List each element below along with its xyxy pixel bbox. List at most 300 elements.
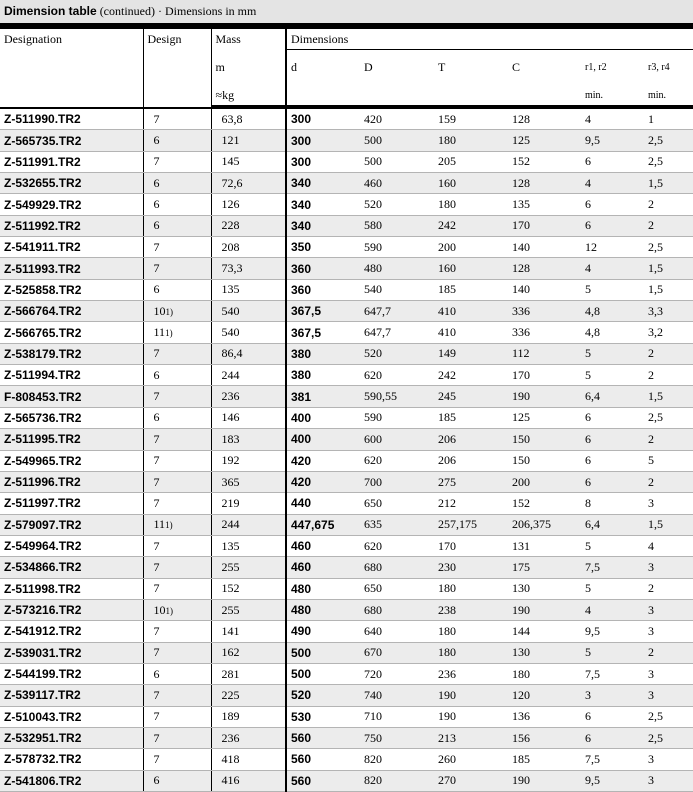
cell-d: 480 bbox=[286, 599, 358, 620]
cell-C: 170 bbox=[506, 365, 577, 386]
cell-D: 710 bbox=[358, 706, 432, 727]
cell-r1-r2: 7,5 bbox=[577, 663, 640, 684]
cell-mass: 141 bbox=[211, 621, 286, 642]
cell-T: 242 bbox=[432, 215, 506, 236]
table-row bbox=[0, 663, 693, 684]
cell-C: 125 bbox=[506, 130, 577, 151]
cell-d: 460 bbox=[286, 535, 358, 556]
cell-designation: Z-539031.TR2 bbox=[0, 642, 143, 663]
table-row bbox=[0, 471, 693, 492]
cell-T: 180 bbox=[432, 621, 506, 642]
cell-C: 175 bbox=[506, 557, 577, 578]
cell-d: 367,5 bbox=[286, 301, 358, 322]
cell-mass: 73,3 bbox=[211, 258, 286, 279]
cell-C: 128 bbox=[506, 108, 577, 130]
cell-T: 180 bbox=[432, 194, 506, 215]
cell-D: 640 bbox=[358, 621, 432, 642]
footnote-mark: 1) bbox=[165, 306, 173, 317]
cell-mass: 418 bbox=[211, 749, 286, 770]
cell-T: 180 bbox=[432, 642, 506, 663]
cell-D: 580 bbox=[358, 215, 432, 236]
cell-d: 460 bbox=[286, 557, 358, 578]
cell-C: 150 bbox=[506, 450, 577, 471]
cell-D: 650 bbox=[358, 493, 432, 514]
cell-r3-r4: 2 bbox=[640, 471, 693, 492]
header-designation: Designation bbox=[4, 32, 62, 46]
cell-D: 540 bbox=[358, 279, 432, 300]
table-row bbox=[0, 642, 693, 663]
footnote-mark: 1) bbox=[165, 605, 173, 616]
cell-designation: Z-565736.TR2 bbox=[0, 407, 143, 428]
header-r3-r4: r3, r4 bbox=[640, 49, 693, 85]
cell-T: 205 bbox=[432, 151, 506, 172]
cell-D: 620 bbox=[358, 535, 432, 556]
footnote-mark: 1) bbox=[165, 520, 173, 531]
cell-D: 680 bbox=[358, 599, 432, 620]
cell-r3-r4: 3 bbox=[640, 557, 693, 578]
cell-d: 367,5 bbox=[286, 322, 358, 343]
table-row bbox=[0, 407, 693, 428]
table-row bbox=[0, 727, 693, 748]
cell-r3-r4: 3 bbox=[640, 749, 693, 770]
cell-r3-r4: 2 bbox=[640, 642, 693, 663]
cell-mass: 183 bbox=[211, 429, 286, 450]
table-row bbox=[0, 151, 693, 172]
cell-r1-r2: 6 bbox=[577, 151, 640, 172]
cell-d: 400 bbox=[286, 407, 358, 428]
table-row bbox=[0, 237, 693, 258]
cell-r1-r2: 9,5 bbox=[577, 621, 640, 642]
cell-T: 245 bbox=[432, 386, 506, 407]
cell-T: 185 bbox=[432, 407, 506, 428]
cell-D: 590 bbox=[358, 407, 432, 428]
table-row bbox=[0, 429, 693, 450]
cell-r3-r4: 2 bbox=[640, 578, 693, 599]
cell-designation: Z-566765.TR2 bbox=[0, 322, 143, 343]
cell-mass: 72,6 bbox=[211, 173, 286, 194]
cell-mass: 228 bbox=[211, 215, 286, 236]
cell-designation: Z-541912.TR2 bbox=[0, 621, 143, 642]
cell-designation: Z-544199.TR2 bbox=[0, 663, 143, 684]
cell-designation: Z-511994.TR2 bbox=[0, 365, 143, 386]
cell-D: 820 bbox=[358, 770, 432, 791]
cell-r1-r2: 12 bbox=[577, 237, 640, 258]
cell-r3-r4: 2,5 bbox=[640, 237, 693, 258]
cell-D: 460 bbox=[358, 173, 432, 194]
cell-designation: Z-539117.TR2 bbox=[0, 685, 143, 706]
cell-r1-r2: 9,5 bbox=[577, 130, 640, 151]
cell-T: 200 bbox=[432, 237, 506, 258]
cell-r1-r2: 5 bbox=[577, 343, 640, 364]
cell-C: 156 bbox=[506, 727, 577, 748]
cell-r1-r2: 6 bbox=[577, 727, 640, 748]
cell-r3-r4: 4 bbox=[640, 535, 693, 556]
header-d: d bbox=[286, 49, 358, 85]
cell-design: 7 bbox=[143, 727, 211, 748]
cell-d: 340 bbox=[286, 194, 358, 215]
cell-designation: Z-511996.TR2 bbox=[0, 471, 143, 492]
cell-D: 650 bbox=[358, 578, 432, 599]
table-row bbox=[0, 450, 693, 471]
cell-r1-r2: 6 bbox=[577, 706, 640, 727]
table-body bbox=[0, 108, 693, 792]
header-D: D bbox=[358, 49, 432, 85]
cell-T: 190 bbox=[432, 685, 506, 706]
cell-T: 180 bbox=[432, 130, 506, 151]
table-row bbox=[0, 535, 693, 556]
cell-C: 190 bbox=[506, 599, 577, 620]
cell-design: 7 bbox=[143, 237, 211, 258]
table-row bbox=[0, 749, 693, 770]
cell-r3-r4: 2,5 bbox=[640, 151, 693, 172]
cell-r1-r2: 6 bbox=[577, 450, 640, 471]
cell-r3-r4: 1,5 bbox=[640, 279, 693, 300]
cell-mass: 416 bbox=[211, 770, 286, 791]
cell-designation: Z-511990.TR2 bbox=[0, 108, 143, 130]
cell-design: 6 bbox=[143, 279, 211, 300]
header-C: C bbox=[506, 49, 577, 85]
cell-d: 447,675 bbox=[286, 514, 358, 535]
table-row bbox=[0, 108, 693, 130]
cell-T: 206 bbox=[432, 429, 506, 450]
cell-design: 7 bbox=[143, 151, 211, 172]
cell-T: 185 bbox=[432, 279, 506, 300]
cell-C: 128 bbox=[506, 258, 577, 279]
cell-r1-r2: 9,5 bbox=[577, 770, 640, 791]
cell-T: 236 bbox=[432, 663, 506, 684]
cell-D: 620 bbox=[358, 450, 432, 471]
cell-T: 160 bbox=[432, 258, 506, 279]
cell-r3-r4: 3 bbox=[640, 663, 693, 684]
cell-T: 238 bbox=[432, 599, 506, 620]
cell-r1-r2: 8 bbox=[577, 493, 640, 514]
cell-design: 7 bbox=[143, 706, 211, 727]
cell-r1-r2: 6 bbox=[577, 194, 640, 215]
cell-designation: Z-532655.TR2 bbox=[0, 173, 143, 194]
table-row bbox=[0, 557, 693, 578]
cell-d: 400 bbox=[286, 429, 358, 450]
cell-design: 7 bbox=[143, 557, 211, 578]
cell-d: 480 bbox=[286, 578, 358, 599]
cell-r3-r4: 2 bbox=[640, 194, 693, 215]
cell-C: 150 bbox=[506, 429, 577, 450]
cell-mass: 540 bbox=[211, 301, 286, 322]
cell-design: 7 bbox=[143, 578, 211, 599]
cell-r1-r2: 4 bbox=[577, 108, 640, 130]
cell-d: 560 bbox=[286, 727, 358, 748]
cell-r3-r4: 2,5 bbox=[640, 706, 693, 727]
cell-r1-r2: 5 bbox=[577, 535, 640, 556]
cell-designation: Z-565735.TR2 bbox=[0, 130, 143, 151]
cell-d: 420 bbox=[286, 471, 358, 492]
cell-D: 600 bbox=[358, 429, 432, 450]
cell-design: 6 bbox=[143, 663, 211, 684]
cell-T: 149 bbox=[432, 343, 506, 364]
cell-r1-r2: 5 bbox=[577, 365, 640, 386]
cell-design: 6 bbox=[143, 215, 211, 236]
cell-d: 440 bbox=[286, 493, 358, 514]
cell-mass: 236 bbox=[211, 386, 286, 407]
cell-r1-r2: 4 bbox=[577, 258, 640, 279]
cell-C: 120 bbox=[506, 685, 577, 706]
table-title bbox=[0, 0, 693, 23]
cell-designation: F-808453.TR2 bbox=[0, 386, 143, 407]
cell-T: 160 bbox=[432, 173, 506, 194]
cell-r3-r4: 3 bbox=[640, 770, 693, 791]
cell-designation: Z-511991.TR2 bbox=[0, 151, 143, 172]
cell-mass: 145 bbox=[211, 151, 286, 172]
cell-r1-r2: 6,4 bbox=[577, 386, 640, 407]
cell-C: 125 bbox=[506, 407, 577, 428]
cell-C: 135 bbox=[506, 194, 577, 215]
cell-mass: 126 bbox=[211, 194, 286, 215]
cell-designation: Z-511992.TR2 bbox=[0, 215, 143, 236]
cell-mass: 365 bbox=[211, 471, 286, 492]
cell-r3-r4: 3 bbox=[640, 493, 693, 514]
cell-T: 170 bbox=[432, 535, 506, 556]
cell-D: 520 bbox=[358, 343, 432, 364]
cell-design: 7 bbox=[143, 343, 211, 364]
cell-design: 7 bbox=[143, 386, 211, 407]
table-row bbox=[0, 685, 693, 706]
cell-d: 300 bbox=[286, 151, 358, 172]
cell-C: 180 bbox=[506, 663, 577, 684]
cell-d: 530 bbox=[286, 706, 358, 727]
cell-C: 336 bbox=[506, 322, 577, 343]
cell-D: 680 bbox=[358, 557, 432, 578]
cell-d: 350 bbox=[286, 237, 358, 258]
table-row bbox=[0, 599, 693, 620]
cell-d: 340 bbox=[286, 173, 358, 194]
cell-r1-r2: 4,8 bbox=[577, 322, 640, 343]
table-title-sub: (continued) · Dimensions in mm bbox=[96, 4, 257, 18]
cell-d: 360 bbox=[286, 279, 358, 300]
cell-designation: Z-578732.TR2 bbox=[0, 749, 143, 770]
cell-r1-r2: 3 bbox=[577, 685, 640, 706]
cell-d: 340 bbox=[286, 215, 358, 236]
cell-d: 300 bbox=[286, 108, 358, 130]
cell-r3-r4: 3 bbox=[640, 621, 693, 642]
cell-design: 6 bbox=[143, 365, 211, 386]
cell-r3-r4: 2,5 bbox=[640, 407, 693, 428]
cell-T: 270 bbox=[432, 770, 506, 791]
cell-D: 590 bbox=[358, 237, 432, 258]
cell-d: 381 bbox=[286, 386, 358, 407]
cell-d: 500 bbox=[286, 663, 358, 684]
cell-C: 130 bbox=[506, 642, 577, 663]
cell-r1-r2: 7,5 bbox=[577, 557, 640, 578]
table-row bbox=[0, 130, 693, 151]
cell-D: 647,7 bbox=[358, 322, 432, 343]
cell-r1-r2: 5 bbox=[577, 578, 640, 599]
cell-r1-r2: 6 bbox=[577, 429, 640, 450]
cell-design: 7 bbox=[143, 450, 211, 471]
cell-designation: Z-525858.TR2 bbox=[0, 279, 143, 300]
table-row bbox=[0, 514, 693, 535]
cell-D: 520 bbox=[358, 194, 432, 215]
header-dimensions: Dimensions bbox=[286, 29, 693, 49]
cell-T: 213 bbox=[432, 727, 506, 748]
cell-mass: 192 bbox=[211, 450, 286, 471]
cell-mass: 135 bbox=[211, 535, 286, 556]
cell-r1-r2: 6,4 bbox=[577, 514, 640, 535]
cell-designation: Z-541806.TR2 bbox=[0, 770, 143, 791]
table-row bbox=[0, 770, 693, 791]
cell-D: 820 bbox=[358, 749, 432, 770]
cell-C: 112 bbox=[506, 343, 577, 364]
cell-d: 560 bbox=[286, 749, 358, 770]
cell-mass: 63,8 bbox=[211, 108, 286, 130]
cell-T: 275 bbox=[432, 471, 506, 492]
cell-d: 560 bbox=[286, 770, 358, 791]
cell-C: 152 bbox=[506, 493, 577, 514]
cell-design: 7 bbox=[143, 108, 211, 130]
cell-designation: Z-566764.TR2 bbox=[0, 301, 143, 322]
cell-d: 300 bbox=[286, 130, 358, 151]
cell-design: 7 bbox=[143, 749, 211, 770]
cell-design: 7 bbox=[143, 258, 211, 279]
cell-designation: Z-549964.TR2 bbox=[0, 535, 143, 556]
cell-design: 111) bbox=[143, 514, 211, 535]
cell-r1-r2: 4,8 bbox=[577, 301, 640, 322]
cell-mass: 86,4 bbox=[211, 343, 286, 364]
cell-C: 152 bbox=[506, 151, 577, 172]
table-row bbox=[0, 194, 693, 215]
dimension-table bbox=[0, 29, 693, 792]
table-row bbox=[0, 365, 693, 386]
cell-design: 101) bbox=[143, 301, 211, 322]
cell-mass: 244 bbox=[211, 365, 286, 386]
cell-design: 7 bbox=[143, 493, 211, 514]
footnote-mark: 1) bbox=[165, 328, 173, 339]
cell-D: 670 bbox=[358, 642, 432, 663]
cell-C: 130 bbox=[506, 578, 577, 599]
cell-mass: 208 bbox=[211, 237, 286, 258]
cell-T: 230 bbox=[432, 557, 506, 578]
cell-d: 380 bbox=[286, 365, 358, 386]
cell-T: 242 bbox=[432, 365, 506, 386]
cell-r1-r2: 6 bbox=[577, 215, 640, 236]
cell-designation: Z-534866.TR2 bbox=[0, 557, 143, 578]
cell-mass: 162 bbox=[211, 642, 286, 663]
cell-T: 180 bbox=[432, 578, 506, 599]
cell-d: 490 bbox=[286, 621, 358, 642]
header-design: Design bbox=[143, 29, 211, 106]
cell-mass: 281 bbox=[211, 663, 286, 684]
cell-r1-r2: 7,5 bbox=[577, 749, 640, 770]
cell-r3-r4: 1,5 bbox=[640, 514, 693, 535]
cell-C: 144 bbox=[506, 621, 577, 642]
cell-D: 500 bbox=[358, 151, 432, 172]
cell-r3-r4: 2,5 bbox=[640, 130, 693, 151]
cell-r3-r4: 2 bbox=[640, 429, 693, 450]
header-mass-symbol: m bbox=[211, 49, 286, 85]
cell-C: 190 bbox=[506, 386, 577, 407]
cell-r3-r4: 1,5 bbox=[640, 258, 693, 279]
header-min-r34: min. bbox=[640, 85, 693, 106]
cell-r3-r4: 2 bbox=[640, 365, 693, 386]
table-row bbox=[0, 215, 693, 236]
cell-designation: Z-579097.TR2 bbox=[0, 514, 143, 535]
cell-T: 410 bbox=[432, 322, 506, 343]
cell-T: 159 bbox=[432, 108, 506, 130]
cell-design: 6 bbox=[143, 173, 211, 194]
cell-design: 7 bbox=[143, 535, 211, 556]
cell-r1-r2: 4 bbox=[577, 173, 640, 194]
cell-mass: 121 bbox=[211, 130, 286, 151]
cell-D: 480 bbox=[358, 258, 432, 279]
cell-r3-r4: 2 bbox=[640, 215, 693, 236]
cell-mass: 236 bbox=[211, 727, 286, 748]
cell-C: 206,375 bbox=[506, 514, 577, 535]
cell-D: 635 bbox=[358, 514, 432, 535]
cell-D: 590,55 bbox=[358, 386, 432, 407]
header-min-r12: min. bbox=[577, 85, 640, 106]
cell-design: 6 bbox=[143, 407, 211, 428]
cell-design: 7 bbox=[143, 685, 211, 706]
cell-r1-r2: 5 bbox=[577, 279, 640, 300]
cell-C: 170 bbox=[506, 215, 577, 236]
cell-r3-r4: 1 bbox=[640, 108, 693, 130]
table-row bbox=[0, 578, 693, 599]
header-mass-unit: ≈kg bbox=[211, 85, 286, 106]
cell-C: 131 bbox=[506, 535, 577, 556]
cell-D: 647,7 bbox=[358, 301, 432, 322]
cell-mass: 152 bbox=[211, 578, 286, 599]
cell-D: 420 bbox=[358, 108, 432, 130]
header-mass: Mass bbox=[211, 29, 286, 49]
cell-r1-r2: 6 bbox=[577, 407, 640, 428]
cell-T: 410 bbox=[432, 301, 506, 322]
table-row bbox=[0, 621, 693, 642]
cell-D: 750 bbox=[358, 727, 432, 748]
cell-designation: Z-511993.TR2 bbox=[0, 258, 143, 279]
cell-design: 7 bbox=[143, 471, 211, 492]
cell-D: 700 bbox=[358, 471, 432, 492]
cell-C: 140 bbox=[506, 279, 577, 300]
table-row bbox=[0, 279, 693, 300]
cell-design: 7 bbox=[143, 621, 211, 642]
cell-designation: Z-538179.TR2 bbox=[0, 343, 143, 364]
cell-designation: Z-549965.TR2 bbox=[0, 450, 143, 471]
cell-designation: Z-549929.TR2 bbox=[0, 194, 143, 215]
cell-r3-r4: 3 bbox=[640, 685, 693, 706]
cell-r1-r2: 5 bbox=[577, 642, 640, 663]
cell-design: 6 bbox=[143, 770, 211, 791]
table-row bbox=[0, 258, 693, 279]
cell-T: 190 bbox=[432, 706, 506, 727]
cell-mass: 146 bbox=[211, 407, 286, 428]
cell-designation: Z-541911.TR2 bbox=[0, 237, 143, 258]
cell-designation: Z-511998.TR2 bbox=[0, 578, 143, 599]
cell-mass: 219 bbox=[211, 493, 286, 514]
cell-d: 520 bbox=[286, 685, 358, 706]
cell-mass: 540 bbox=[211, 322, 286, 343]
table-row bbox=[0, 493, 693, 514]
cell-mass: 255 bbox=[211, 599, 286, 620]
table-row bbox=[0, 706, 693, 727]
cell-designation: Z-573216.TR2 bbox=[0, 599, 143, 620]
cell-T: 257,175 bbox=[432, 514, 506, 535]
cell-T: 212 bbox=[432, 493, 506, 514]
cell-design: 101) bbox=[143, 599, 211, 620]
table-row bbox=[0, 386, 693, 407]
cell-mass: 225 bbox=[211, 685, 286, 706]
table-row bbox=[0, 322, 693, 343]
cell-C: 136 bbox=[506, 706, 577, 727]
cell-mass: 189 bbox=[211, 706, 286, 727]
table-row bbox=[0, 343, 693, 364]
